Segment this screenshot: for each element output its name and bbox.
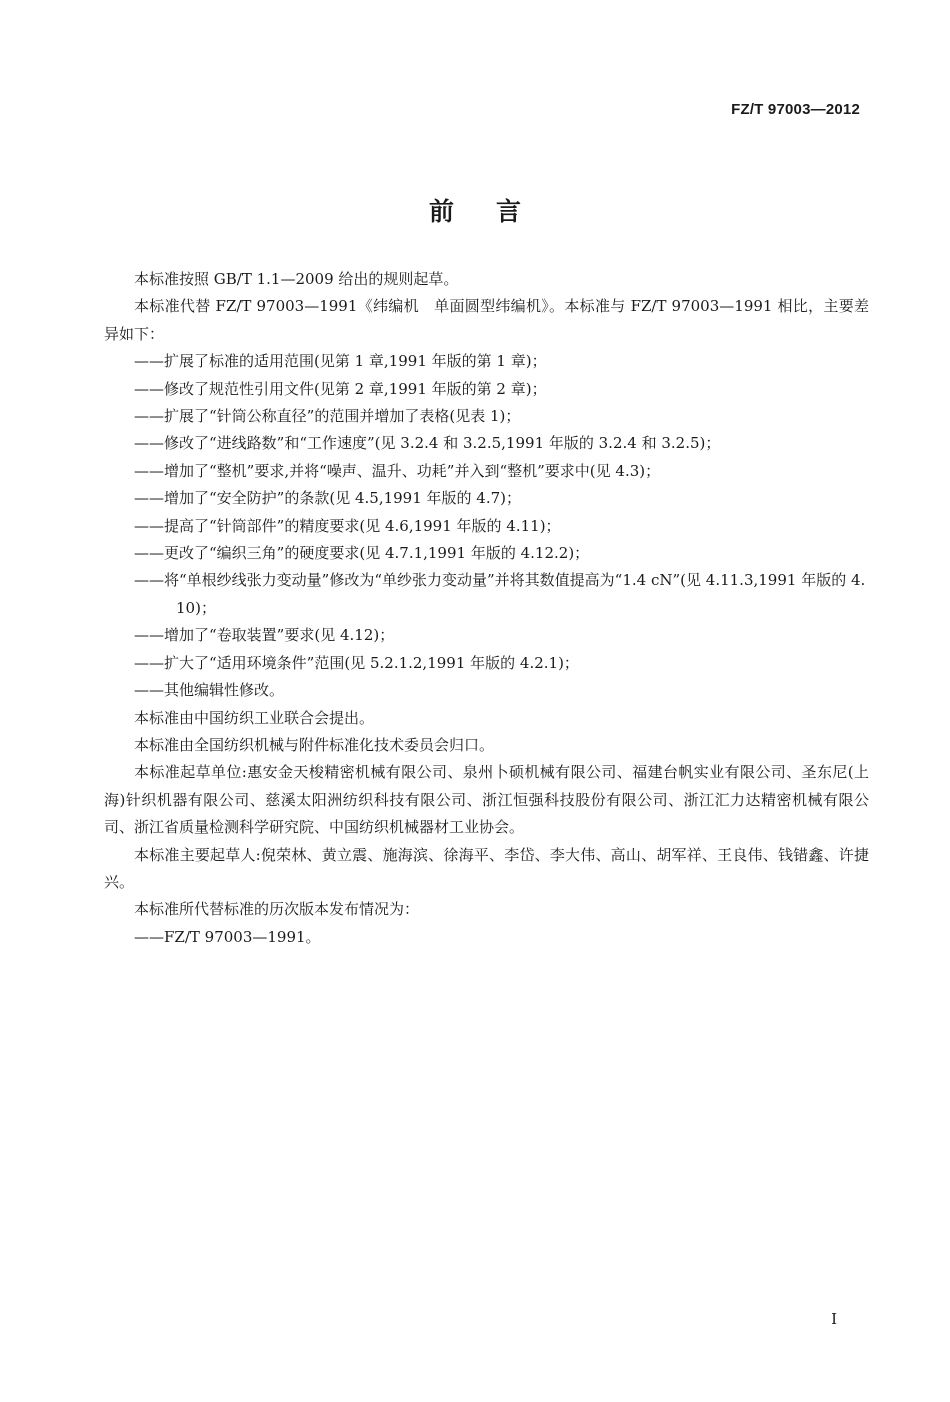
list-item: ——提高了“针筒部件”的精度要求(见 4.6,1991 年版的 4.11)；: [134, 516, 561, 535]
document-code: FZ/T 97003—2012: [731, 101, 860, 118]
paragraph-history-intro: 本标准所代替标准的历次版本发布情况为：: [134, 900, 420, 919]
list-item: ——扩展了标准的适用范围(见第 1 章,1991 年版的第 1 章)；: [134, 352, 547, 371]
paragraph-replacement: 本标准代替 FZ/T 97003—1991《纬编机 单面圆型纬编机》。本标准与 FZ/T 97003—1991 相比，主要差异如下：: [104, 297, 869, 343]
list-item: ——扩展了“针筒公称直径”的范围并增加了表格(见表 1)；: [134, 407, 521, 426]
paragraph-drafting-units: 本标准起草单位:惠安金天梭精密机械有限公司、泉州卜硕机械有限公司、福建台帆实业有限公司、圣东尼(上海)针织机器有限公司、慈溪太阳洲纺织科技有限公司、浙江恒强科技股份有限公司、浙江汇力达精密机械有限公司、浙江省质量检测科学研究院、中国纺织机械器材工业协会。: [104, 763, 869, 837]
list-item: ——更改了“编织三角”的硬度要求(见 4.7.1,1991 年版的 4.12.2)；: [134, 544, 590, 563]
list-item: ——增加了“安全防护”的条款(见 4.5,1991 年版的 4.7)；: [134, 489, 521, 508]
list-item: ——增加了“整机”要求,并将“噪声、温升、功耗”并入到“整机”要求中(见 4.3)；: [134, 461, 661, 480]
list-item: ——修改了“进线路数”和“工作速度”(见 3.2.4 和 3.2.5,1991 年版的 3.2.4 和 3.2.5)；: [134, 434, 721, 453]
list-item: ——其他编辑性修改。: [134, 681, 285, 700]
document-body: [104, 266, 869, 951]
paragraph-proposer: 本标准由中国纺织工业联合会提出。: [134, 708, 375, 727]
list-item: ——增加了“卷取装置”要求(见 4.12)；: [134, 626, 395, 645]
paragraph-committee: 本标准由全国纺织机械与附件标准化技术委员会归口。: [134, 735, 495, 754]
page-number: I: [831, 1310, 837, 1328]
history-list: [104, 924, 869, 951]
list-item: ——扩大了“适用环境条件”范围(见 5.2.1.2,1991 年版的 4.2.1)；: [134, 653, 579, 672]
list-item: ——FZ/T 97003—1991。: [134, 927, 321, 946]
paragraph-drafting-rule: 本标准按照 GB/T 1.1—2009 给出的规则起草。: [134, 270, 459, 288]
page-title: 前言: [428, 197, 563, 226]
list-item: ——修改了规范性引用文件(见第 2 章,1991 年版的第 2 章)；: [134, 379, 547, 398]
changes-list: [104, 348, 869, 704]
list-item: ——将“单根纱线张力变动量”修改为“单纱张力变动量”并将其数值提高为“1.4 cN”(见 4.11.3,1991 年版的 4.10)；: [134, 571, 866, 617]
paragraph-drafters: 本标准主要起草人:倪荣林、黄立震、施海滨、徐海平、李岱、李大伟、高山、胡军祥、王良伟、钱错鑫、许捷兴。: [104, 845, 869, 891]
